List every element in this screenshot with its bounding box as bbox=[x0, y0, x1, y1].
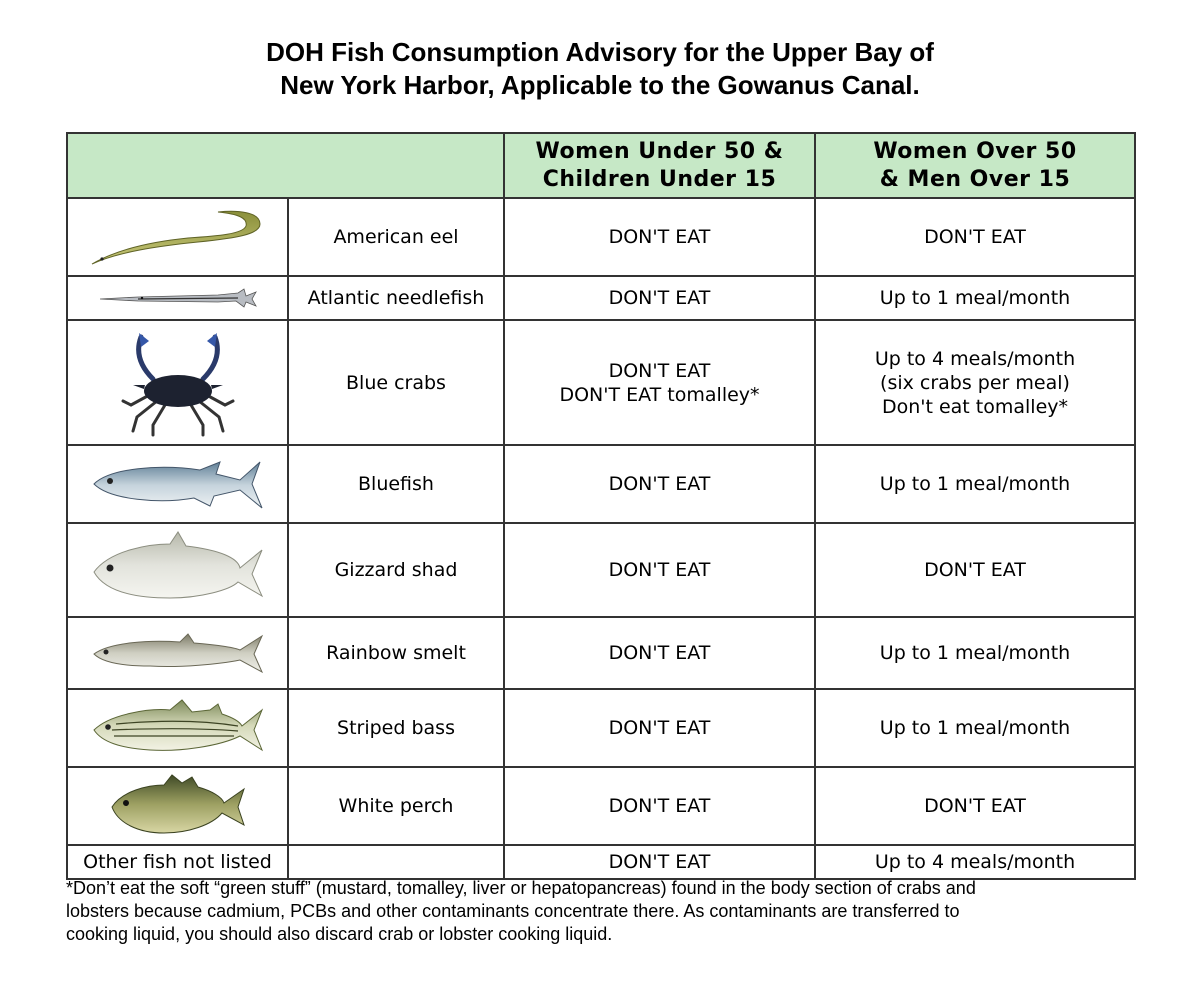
crab-icon bbox=[67, 320, 288, 445]
advice-group2: Up to 4 meals/month bbox=[815, 845, 1135, 879]
table-row bbox=[67, 845, 1135, 879]
table-row bbox=[67, 689, 1135, 767]
species-label: Blue crabs bbox=[288, 320, 504, 445]
table-header-row bbox=[67, 133, 1135, 198]
advice-group1: DON'T EAT bbox=[504, 276, 815, 320]
title-line-1: DOH Fish Consumption Advisory for the Upper Bay of bbox=[266, 37, 934, 67]
table-row bbox=[67, 767, 1135, 845]
white-perch-icon bbox=[67, 767, 288, 845]
advice-group2: Up to 4 meals/month (six crabs per meal) Don't eat tomalley* bbox=[815, 320, 1135, 445]
species-label: Atlantic needlefish bbox=[288, 276, 504, 320]
advice-group2: DON'T EAT bbox=[815, 767, 1135, 845]
advisory-table bbox=[66, 132, 1136, 880]
footnote-line-1: *Don’t eat the soft “green stuff” (mustard, tomalley, liver or hepatopancreas) found in the body section of crabs and bbox=[66, 878, 976, 898]
header-women-over-50: Women Over 50 & Men Over 15 bbox=[815, 133, 1135, 198]
striped-bass-icon bbox=[67, 689, 288, 767]
table-row bbox=[67, 617, 1135, 689]
species-label: American eel bbox=[288, 198, 504, 276]
shad-icon bbox=[67, 523, 288, 617]
advice-group2: Up to 1 meal/month bbox=[815, 445, 1135, 523]
advice-group2: DON'T EAT bbox=[815, 198, 1135, 276]
header-blank-cell bbox=[67, 133, 504, 198]
table-row bbox=[67, 198, 1135, 276]
title-line-2: New York Harbor, Applicable to the Gowanus Canal. bbox=[280, 70, 920, 100]
footnote-line-3: cooking liquid, you should also discard crab or lobster cooking liquid. bbox=[66, 924, 613, 944]
species-label: Gizzard shad bbox=[288, 523, 504, 617]
advice-group2: Up to 1 meal/month bbox=[815, 617, 1135, 689]
advice-group1: DON'T EAT DON'T EAT tomalley* bbox=[504, 320, 815, 445]
advice-group1: DON'T EAT bbox=[504, 845, 815, 879]
species-label: Bluefish bbox=[288, 445, 504, 523]
smelt-icon bbox=[67, 617, 288, 689]
advice-group1: DON'T EAT bbox=[504, 767, 815, 845]
advice-group2: DON'T EAT bbox=[815, 523, 1135, 617]
other-fish-label: Other fish not listed bbox=[67, 845, 288, 879]
advice-group2: Up to 1 meal/month bbox=[815, 689, 1135, 767]
needlefish-icon bbox=[67, 276, 288, 320]
species-label: Rainbow smelt bbox=[288, 617, 504, 689]
footnote bbox=[66, 877, 1146, 946]
header-women-under-50: Women Under 50 & Children Under 15 bbox=[504, 133, 815, 198]
bluefish-icon bbox=[67, 445, 288, 523]
advice-group2: Up to 1 meal/month bbox=[815, 276, 1135, 320]
eel-icon bbox=[67, 198, 288, 276]
advice-group1: DON'T EAT bbox=[504, 617, 815, 689]
table-row bbox=[67, 523, 1135, 617]
table-row bbox=[67, 445, 1135, 523]
table-row bbox=[67, 276, 1135, 320]
advice-group1: DON'T EAT bbox=[504, 523, 815, 617]
advice-group1: DON'T EAT bbox=[504, 198, 815, 276]
species-label: White perch bbox=[288, 767, 504, 845]
other-fish-blank-cell bbox=[288, 845, 504, 879]
page-title bbox=[0, 36, 1200, 102]
table-row bbox=[67, 320, 1135, 445]
species-label: Striped bass bbox=[288, 689, 504, 767]
footnote-line-2: lobsters because cadmium, PCBs and other contaminants concentrate there. As contaminants are transferred to bbox=[66, 901, 960, 921]
advice-group1: DON'T EAT bbox=[504, 445, 815, 523]
advice-group1: DON'T EAT bbox=[504, 689, 815, 767]
